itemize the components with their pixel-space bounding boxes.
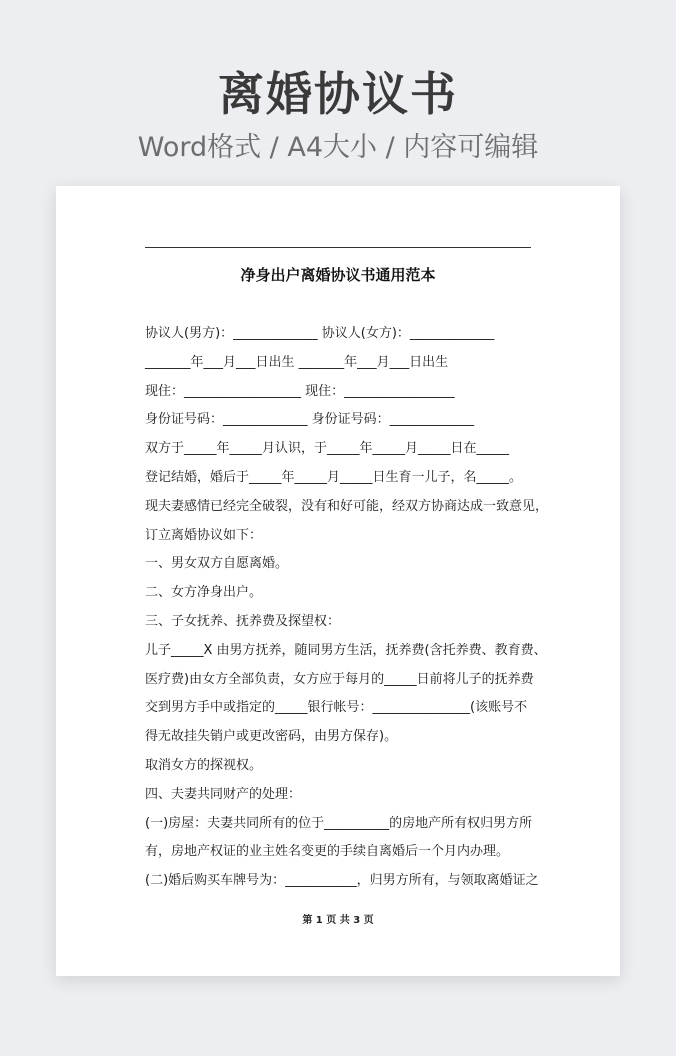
text-line: 一、男女双方自愿离婚。 [145, 556, 289, 572]
text-line: 双方于_____年_____月认识，于_____年_____月_____日在_____ [145, 441, 510, 457]
text-line: (二)婚后购买车牌号为：___________，归男方所有，与领取离婚证之 [145, 873, 539, 889]
text-line: 三、子女抚养、抚养费及探望权： [145, 613, 341, 629]
text-line: 四、夫妻共同财产的处理： [145, 786, 302, 802]
text-line: (一)房屋：夫妻共同所有的位于__________的房地产所有权归男方所 [145, 815, 533, 831]
document-page [56, 186, 620, 976]
text-line: 医疗费)由女方全部负责，女方应于每月的_____日前将儿子的抚养费 [145, 671, 534, 687]
text-line: 交到男方手中或指定的_____银行帐号：_______________(该账号不 [145, 700, 528, 716]
document-title: 净身出户离婚协议书通用范本 [240, 266, 436, 284]
text-line: 现夫妻感情已经完全破裂，没有和好可能，经双方协商达成一致意见， [145, 498, 549, 514]
document-body [145, 320, 549, 896]
text-line: 儿子_____X 由男方抚养，随同男方生活，抚养费(含托养费、教育费、 [145, 642, 547, 658]
text-line: 协议人(男方)：_____________ 协议人(女方)：_____________ [145, 326, 495, 341]
banner-title: 离婚协议书 [218, 67, 458, 121]
text-line: 登记结婚，婚后于_____年_____月_____日生育一儿子，名_____。 [145, 469, 523, 485]
text-line: 取消女方的探视权。 [145, 757, 263, 773]
banner-header [0, 62, 676, 168]
page-number: 第 1 页 共 3 页 [302, 915, 374, 926]
text-line: _______年___月___日出生 _______年___月___日出生 [145, 354, 449, 370]
text-line: 有，房地产权证的业主姓名变更的手续自离婚后一个月内办理。 [145, 844, 510, 860]
text-line: 得无故挂失销户或更改密码，由男方保存)。 [145, 729, 398, 745]
header-rule [145, 247, 531, 248]
text-line: 身份证号码：_____________ 身份证号码：_____________ [145, 412, 475, 428]
text-line: 二、女方净身出户。 [145, 585, 263, 601]
text-line: 现住：__________________ 现住：_________________ [145, 383, 455, 399]
banner-subtitle: Word格式 / A4大小 / 内容可编辑 [137, 132, 539, 163]
text-line: 订立离婚协议如下： [145, 527, 263, 543]
